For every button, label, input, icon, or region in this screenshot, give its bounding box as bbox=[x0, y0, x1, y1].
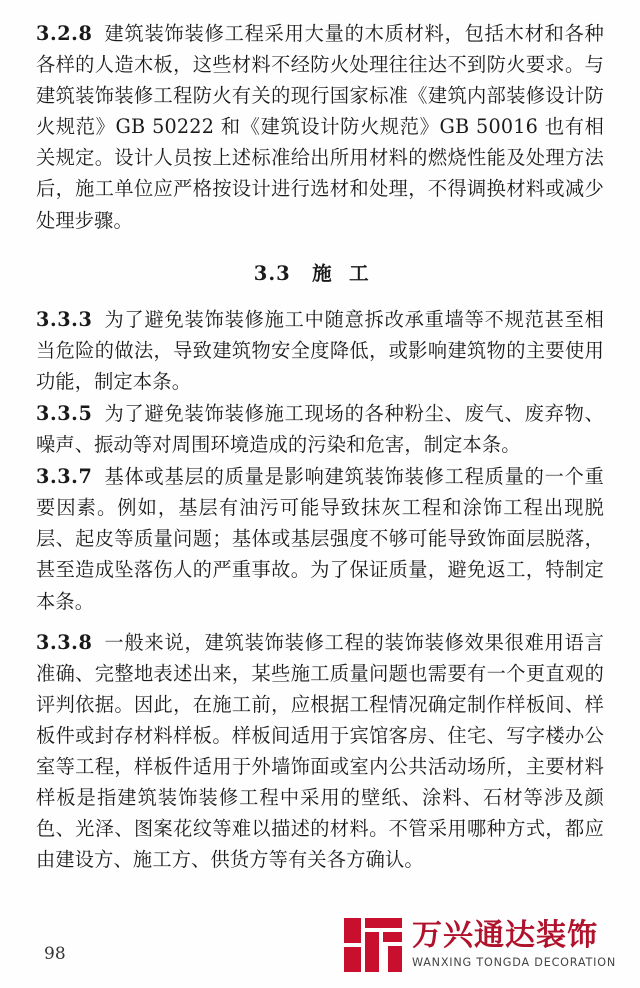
paragraph-text: 为了避免装饰装修施工现场的各种粉尘、废气、废弃物、噪声、振动等对周围环境造成的污染和危害，制定本条。 bbox=[36, 401, 604, 457]
paragraph-3-3-3 bbox=[36, 304, 604, 397]
section-heading-title: 施工 bbox=[312, 261, 387, 285]
page-number: 98 bbox=[44, 944, 66, 964]
paragraph-number: 3.2.8 bbox=[36, 22, 93, 45]
paragraph-text: 基体或基层的质量是影响建筑装饰装修工程质量的一个重要因素。例如，基层有油污可能导致抹灰工程和涂饰工程出现脱层、起皮等质量问题；基体或基层强度不够可能导致饰面层脱落，甚至造成坠落伤人的严重事故。为了保证质量，避免返工，特制定本条。 bbox=[36, 465, 604, 613]
watermark-company-name-en: WANXING TONGDA DECORATION bbox=[411, 956, 616, 970]
section-heading-number: 3.3 bbox=[253, 261, 291, 285]
company-logo-icon bbox=[344, 918, 402, 972]
paragraph-text: 建筑装饰装修工程采用大量的木质材料，包括木材和各种各样的人造木板，这些材料不经防火处理往往达不到防火要求。与建筑装饰装修工程防火有关的现行国家标准《建筑内部装修设计防火规范》GB 50222 和《建筑设计防火规范》GB 50016 也有相关规定。设计人员按上述标准给出所用材料的燃烧性能及处理方法后，施工单位应严格按设计进行选材和处理，不得调换材料或减少处理步骤。 bbox=[36, 22, 604, 232]
paragraph-number: 3.3.7 bbox=[36, 465, 93, 489]
watermark bbox=[344, 918, 616, 972]
watermark-company-name-cn: 万兴通达装饰 bbox=[411, 918, 598, 954]
paragraph-text: 为了避免装饰装修施工中随意拆改承重墙等不规范甚至相当危险的做法，导致建筑物安全度降低，或影响建筑物的主要使用功能，制定本条。 bbox=[36, 307, 604, 393]
watermark-text bbox=[411, 918, 616, 970]
paragraph-number: 3.3.8 bbox=[36, 630, 93, 654]
section-heading bbox=[36, 258, 604, 286]
paragraph-3-3-7 bbox=[36, 461, 604, 616]
paragraph-text: 一般来说，建筑装饰装修工程的装饰装修效果很难用语言准确、完整地表述出来，某些施工质量问题也需要有一个更直观的评判依据。因此，在施工前，应根据工程情况确定制作样板间、样板件或封存材料样板。样板间适用于宾馆客房、住宅、写字楼办公室等工程，样板件适用于外墙饰面或室内公共活动场所，主要材料样板是指建筑装饰装修工程中采用的壁纸、涂料、石材等涉及颜色、光泽、图案花纹等难以描述的材料。不管采用哪种方式，都应由建设方、施工方、供货方等有关各方确认。 bbox=[36, 630, 604, 872]
paragraph-number: 3.3.5 bbox=[36, 401, 93, 425]
paragraph-3-2-8 bbox=[36, 18, 604, 236]
paragraph-3-3-5 bbox=[36, 398, 604, 460]
paragraph-3-3-8 bbox=[36, 627, 604, 876]
paragraph-number: 3.3.3 bbox=[36, 307, 93, 331]
